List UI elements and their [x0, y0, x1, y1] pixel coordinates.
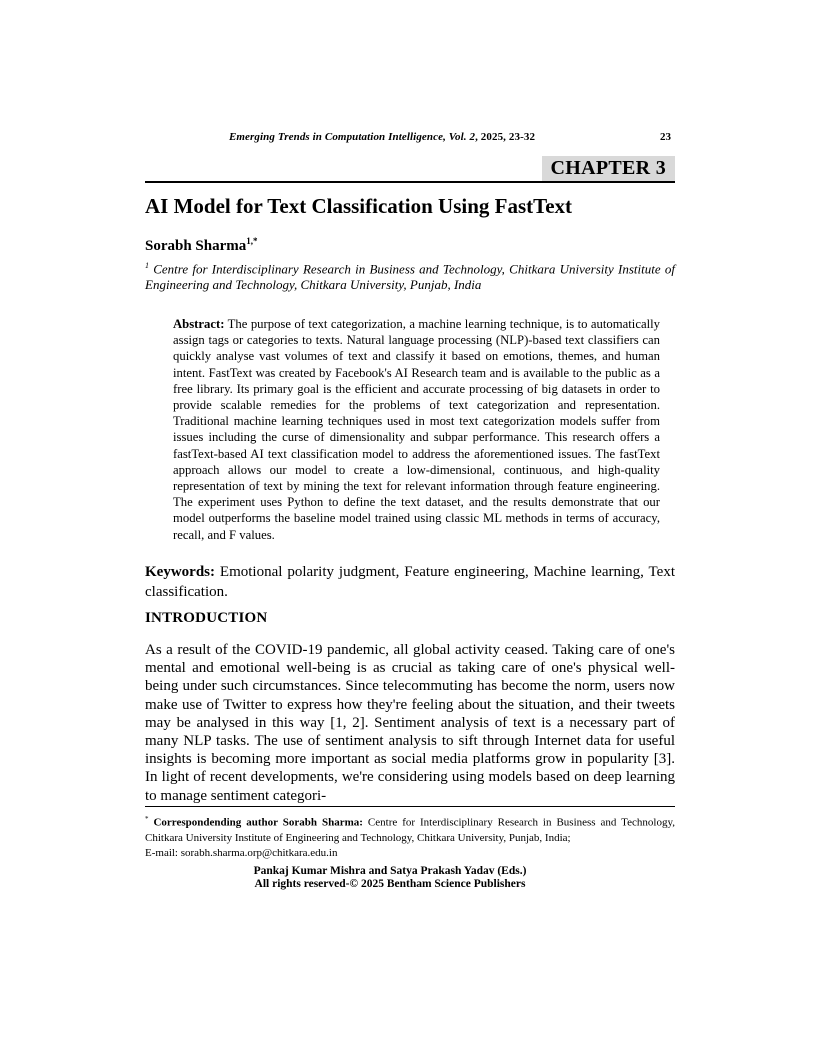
- book-footer: [125, 865, 655, 891]
- footnote-text: Centre for Interdisciplinary Research in Business and Technology, Chitkara University Institute of Engineering and Technology, Chitkara University, Punjab, India;: [145, 816, 675, 844]
- keywords-label: Keywords:: [145, 564, 215, 580]
- journal-title: Emerging Trends in Computation Intelligence, Vol. 2: [228, 131, 476, 143]
- author-name: Sorabh Sharma: [145, 238, 247, 254]
- abstract: [173, 316, 660, 543]
- chapter-title: AI Model for Text Classification Using FastText: [145, 194, 573, 218]
- footnote: [145, 812, 675, 861]
- page-number: 23: [660, 131, 671, 143]
- affiliation-superscript: 1: [145, 261, 149, 270]
- abstract-text: The purpose of text categorization, a machine learning technique, is to automatically assign tags or categories to texts. Natural language processing (NLP)-based text classifiers can quickly analyse vast volumes of text and classify it based on emotions, themes, and human intent. FastText was created by Facebook's AI Research team and is available to the public as a free library. Its primary goal is the efficient and accurate processing of big datasets in order to provide scalable remedies for the problems of text categorization and representation. Traditional machine learning techniques used in most text categorization models suffer from issues including the curse of dimensionality and subpar performance. This research offers a fastText-based AI text classification model to address the aforementioned issues. The fastText approach allows our model to create a low-dimensional, continuous, and high-quality representation of text by mining the text for relevant information through feature engineering. The experiment uses Python to define the text dataset, and the results demonstrate that our model outperforms the baseline model trained using classic ML methods in terms of accuracy, recall, and F values.: [173, 317, 660, 542]
- keywords-text: Emotional polarity judgment, Feature engineering, Machine learning, Text classification.: [145, 564, 675, 600]
- affiliation: [145, 258, 675, 292]
- chapter-rule: [145, 181, 675, 183]
- footnote-rule: [145, 806, 675, 807]
- affiliation-text: Centre for Interdisciplinary Research in Business and Technology, Chitkara University Institute of Engineering and Technology, Chitkara University, Punjab, India: [145, 261, 675, 292]
- footnote-author-label: Correspondending author Sorabh Sharma:: [153, 816, 363, 829]
- footer-editors: Pankaj Kumar Mishra and Satya Prakash Yadav (Eds.): [253, 865, 527, 877]
- footnote-email: E-mail: sorabh.sharma.orp@chitkara.edu.in: [145, 846, 338, 859]
- section-heading-introduction: INTRODUCTION: [145, 610, 268, 626]
- running-header-journal: [145, 131, 619, 143]
- running-header: [145, 131, 675, 143]
- footer-rights: All rights reserved-© 2025 Bentham Science Publishers: [254, 878, 526, 890]
- author-line: [145, 236, 675, 255]
- keywords: [145, 562, 675, 602]
- abstract-label: Abstract:: [173, 317, 225, 331]
- author-superscript: 1,*: [246, 236, 258, 246]
- introduction-paragraph: As a result of the COVID-19 pandemic, all global activity ceased. Taking care of one's mental and emotional well-being is as crucial as taking care of one's physical well-being under such circumstances. Since telecommuting has become the norm, users now make use of Twitter to express how they're feeling about the situation, and their tweets may be analysed in this way [1, 2]. Sentiment analysis of text is a necessary part of many NLP tasks. The use of sentiment analysis to sift through Internet data for useful insights is becoming more important as social media platforms grow in popularity [3]. In light of recent developments, we're considering using models based on deep learning to manage sentiment categori-: [145, 642, 675, 804]
- chapter-badge: CHAPTER 3: [542, 156, 675, 181]
- journal-issue-info: , 2025, 23-32: [475, 131, 536, 143]
- footnote-marker: *: [145, 815, 149, 823]
